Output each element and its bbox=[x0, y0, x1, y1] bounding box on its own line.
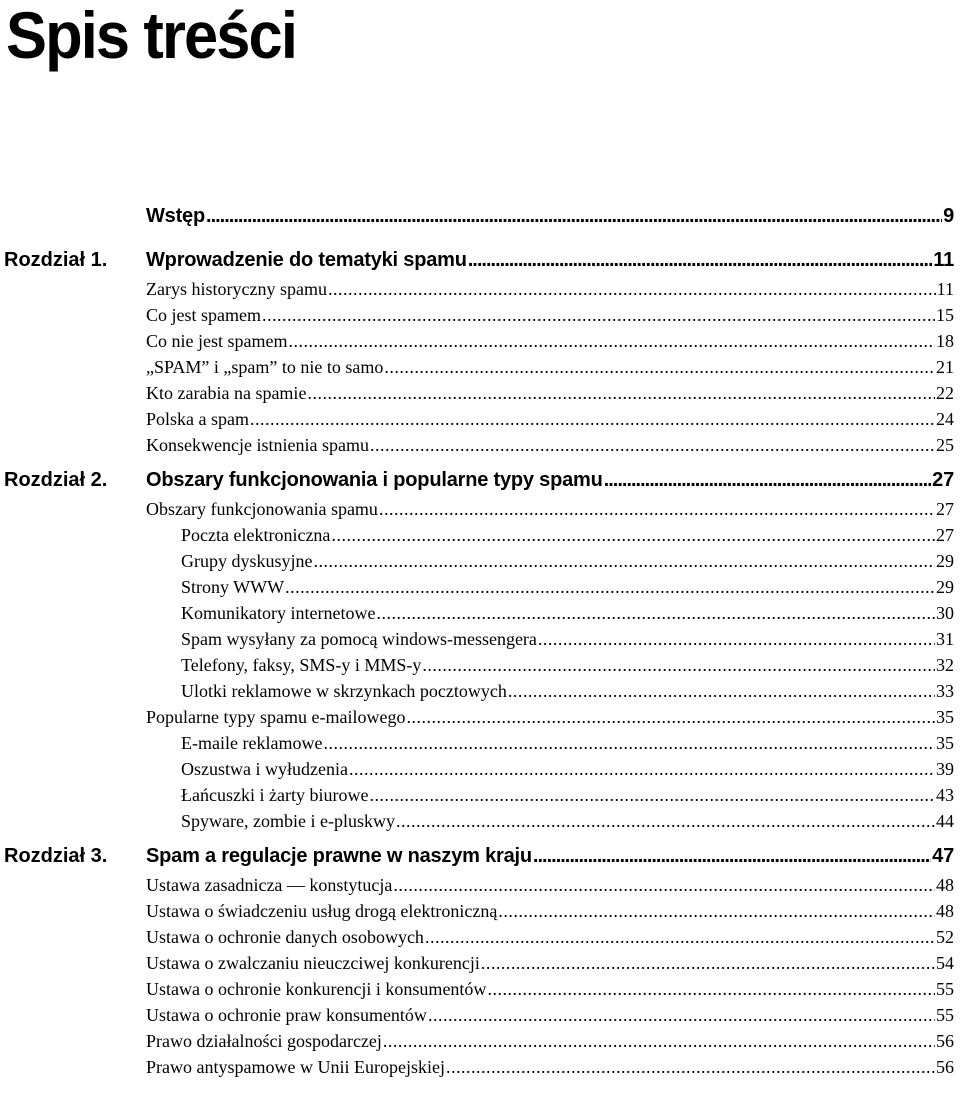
toc-section-row[interactable] bbox=[146, 976, 954, 1002]
section-title: Prawo antyspamowe w Unii Europejskiej bbox=[146, 1057, 445, 1077]
dot-leader bbox=[422, 652, 935, 678]
section-title: Konsekwencje istnienia spamu bbox=[146, 435, 369, 455]
section-title: Kto zarabia na spamie bbox=[146, 383, 307, 403]
section-title: Zarys historyczny spamu bbox=[146, 279, 327, 299]
toc-section-row[interactable] bbox=[146, 406, 954, 432]
subsection-page: 39 bbox=[936, 759, 954, 779]
toc-subsection-row[interactable] bbox=[181, 756, 954, 782]
chapter-3-title: Spam a regulacje prawne w naszym kraju bbox=[146, 845, 532, 867]
dot-leader bbox=[487, 976, 935, 1002]
section-page: 21 bbox=[936, 357, 954, 377]
dot-leader bbox=[376, 600, 935, 626]
section-title: Ustawa zasadnicza — konstytucja bbox=[146, 875, 393, 895]
toc-subsection-row[interactable] bbox=[181, 522, 954, 548]
intro-title: Wstęp bbox=[146, 205, 206, 227]
toc-section-row[interactable] bbox=[146, 924, 954, 950]
section-page: 25 bbox=[936, 435, 954, 455]
dot-leader bbox=[323, 730, 935, 756]
toc-section-row[interactable] bbox=[146, 354, 954, 380]
chapter-2-heading-row[interactable] bbox=[146, 464, 954, 496]
section-page: 48 bbox=[936, 875, 954, 895]
section-page: 56 bbox=[936, 1031, 954, 1051]
section-title: „SPAM” i „spam” to nie to samo bbox=[146, 357, 384, 377]
toc-section-row[interactable] bbox=[146, 898, 954, 924]
dot-leader bbox=[498, 898, 935, 924]
dot-leader bbox=[508, 678, 935, 704]
page-title: Spis treści bbox=[6, 0, 297, 72]
section-title: Prawo działalności gospodarczej bbox=[146, 1031, 382, 1051]
chapter-1-page: 11 bbox=[933, 249, 954, 271]
subsection-title: Telefony, faksy, SMS-y i MMS-y bbox=[181, 655, 422, 675]
section-title: Ustawa o ochronie konkurencji i konsumentów bbox=[146, 979, 487, 999]
toc-subsection-row[interactable] bbox=[181, 782, 954, 808]
section-page: 55 bbox=[936, 979, 954, 999]
dot-leader bbox=[393, 872, 935, 898]
section-title: Ustawa o ochronie praw konsumentów bbox=[146, 1005, 427, 1025]
dot-leader bbox=[206, 200, 942, 232]
toc-section-row[interactable] bbox=[146, 328, 954, 354]
toc-section-row[interactable] bbox=[146, 1054, 954, 1080]
section-page: 22 bbox=[936, 383, 954, 403]
section-page: 55 bbox=[936, 1005, 954, 1025]
section-page: 48 bbox=[936, 901, 954, 921]
dot-leader bbox=[384, 354, 935, 380]
chapter-1-heading-row[interactable] bbox=[146, 244, 954, 276]
subsection-page: 30 bbox=[936, 603, 954, 623]
dot-leader bbox=[406, 704, 935, 730]
toc-chapter-2 bbox=[0, 464, 960, 496]
dot-leader bbox=[428, 1002, 935, 1028]
subsection-page: 43 bbox=[936, 785, 954, 805]
dot-leader bbox=[331, 522, 935, 548]
section-title: Co jest spamem bbox=[146, 305, 261, 325]
section-page: 24 bbox=[936, 409, 954, 429]
dot-leader bbox=[604, 464, 931, 496]
subsection-page: 35 bbox=[936, 733, 954, 753]
dot-leader bbox=[481, 950, 935, 976]
chapter-3-page: 47 bbox=[932, 845, 954, 867]
dot-leader bbox=[328, 276, 936, 302]
section-page: 15 bbox=[936, 305, 954, 325]
toc-section-row[interactable] bbox=[146, 1002, 954, 1028]
dot-leader bbox=[468, 244, 933, 276]
toc-section-row[interactable] bbox=[146, 432, 954, 458]
chapter-3-label: Rozdział 3. bbox=[4, 845, 108, 867]
toc-intro bbox=[0, 200, 960, 232]
subsection-title: Łańcuszki i żarty biurowe bbox=[181, 785, 369, 805]
chapter-2-label: Rozdział 2. bbox=[4, 469, 108, 491]
dot-leader bbox=[379, 496, 935, 522]
chapter-2-page: 27 bbox=[932, 469, 954, 491]
toc-section-row[interactable] bbox=[146, 302, 954, 328]
toc-subsection-row[interactable] bbox=[181, 600, 954, 626]
subsection-title: Strony WWW bbox=[181, 577, 285, 597]
dot-leader bbox=[262, 302, 935, 328]
toc-section-row[interactable] bbox=[146, 1028, 954, 1054]
dot-leader bbox=[285, 574, 935, 600]
dot-leader bbox=[369, 782, 935, 808]
dot-leader bbox=[396, 808, 935, 834]
section-title: Ustawa o świadczeniu usług drogą elektroniczną bbox=[146, 901, 498, 921]
section-page: 35 bbox=[936, 707, 954, 727]
dot-leader bbox=[288, 328, 935, 354]
section-title: Ustawa o zwalczaniu nieuczciwej konkurencji bbox=[146, 953, 480, 973]
dot-leader bbox=[446, 1054, 935, 1080]
subsection-page: 33 bbox=[936, 681, 954, 701]
intro-page: 9 bbox=[943, 205, 954, 227]
chapter-1-label: Rozdział 1. bbox=[4, 249, 108, 271]
section-title: Polska a spam bbox=[146, 409, 249, 429]
toc-chapter-1 bbox=[0, 244, 960, 276]
subsection-page: 29 bbox=[936, 577, 954, 597]
toc-section-row[interactable] bbox=[146, 496, 954, 522]
subsection-title: Komunikatory internetowe bbox=[181, 603, 376, 623]
section-page: 56 bbox=[936, 1057, 954, 1077]
dot-leader bbox=[533, 840, 931, 872]
subsection-page: 27 bbox=[936, 525, 954, 545]
chapter-3-heading-row[interactable] bbox=[146, 840, 954, 872]
subsection-title: Poczta elektroniczna bbox=[181, 525, 331, 545]
toc-section-row[interactable] bbox=[146, 380, 954, 406]
toc-chapter-3 bbox=[0, 840, 960, 872]
section-title: Popularne typy spamu e-mailowego bbox=[146, 707, 406, 727]
toc-subsection-row[interactable] bbox=[181, 730, 954, 756]
dot-leader bbox=[538, 626, 935, 652]
dot-leader bbox=[314, 548, 936, 574]
toc-subsection-row[interactable] bbox=[181, 678, 954, 704]
subsection-title: Oszustwa i wyłudzenia bbox=[181, 759, 348, 779]
subsection-page: 44 bbox=[936, 811, 954, 831]
toc-section-row[interactable] bbox=[146, 872, 954, 898]
section-title: Obszary funkcjonowania spamu bbox=[146, 499, 378, 519]
subsection-page: 32 bbox=[936, 655, 954, 675]
subsection-title: Spam wysyłany za pomocą windows-messengera bbox=[181, 629, 537, 649]
toc-intro-row[interactable] bbox=[146, 200, 954, 232]
table-of-contents bbox=[0, 200, 960, 1080]
dot-leader bbox=[250, 406, 935, 432]
section-title: Ustawa o ochronie danych osobowych bbox=[146, 927, 424, 947]
section-page: 11 bbox=[936, 279, 954, 299]
toc-section-row[interactable] bbox=[146, 950, 954, 976]
toc-subsection-row[interactable] bbox=[181, 808, 954, 834]
dot-leader bbox=[370, 432, 935, 458]
section-page: 27 bbox=[936, 499, 954, 519]
section-title: Co nie jest spamem bbox=[146, 331, 288, 351]
dot-leader bbox=[383, 1028, 935, 1054]
dot-leader bbox=[349, 756, 935, 782]
toc-section-row[interactable] bbox=[146, 276, 954, 302]
subsection-title: E-maile reklamowe bbox=[181, 733, 323, 753]
toc-section-row[interactable] bbox=[146, 704, 954, 730]
subsection-title: Grupy dyskusyjne bbox=[181, 551, 313, 571]
toc-subsection-row[interactable] bbox=[181, 574, 954, 600]
section-page: 54 bbox=[936, 953, 954, 973]
subsection-title: Ulotki reklamowe w skrzynkach pocztowych bbox=[181, 681, 507, 701]
toc-subsection-row[interactable] bbox=[181, 652, 954, 678]
subsection-page: 31 bbox=[936, 629, 954, 649]
toc-subsection-row[interactable] bbox=[181, 626, 954, 652]
subsection-title: Spyware, zombie i e-pluskwy bbox=[181, 811, 395, 831]
subsection-page: 29 bbox=[936, 551, 954, 571]
chapter-1-title: Wprowadzenie do tematyki spamu bbox=[146, 249, 467, 271]
chapter-2-title: Obszary funkcjonowania i popularne typy spamu bbox=[146, 469, 603, 491]
dot-leader bbox=[425, 924, 935, 950]
dot-leader bbox=[307, 380, 935, 406]
section-page: 18 bbox=[936, 331, 954, 351]
section-page: 52 bbox=[936, 927, 954, 947]
toc-subsection-row[interactable] bbox=[181, 548, 954, 574]
